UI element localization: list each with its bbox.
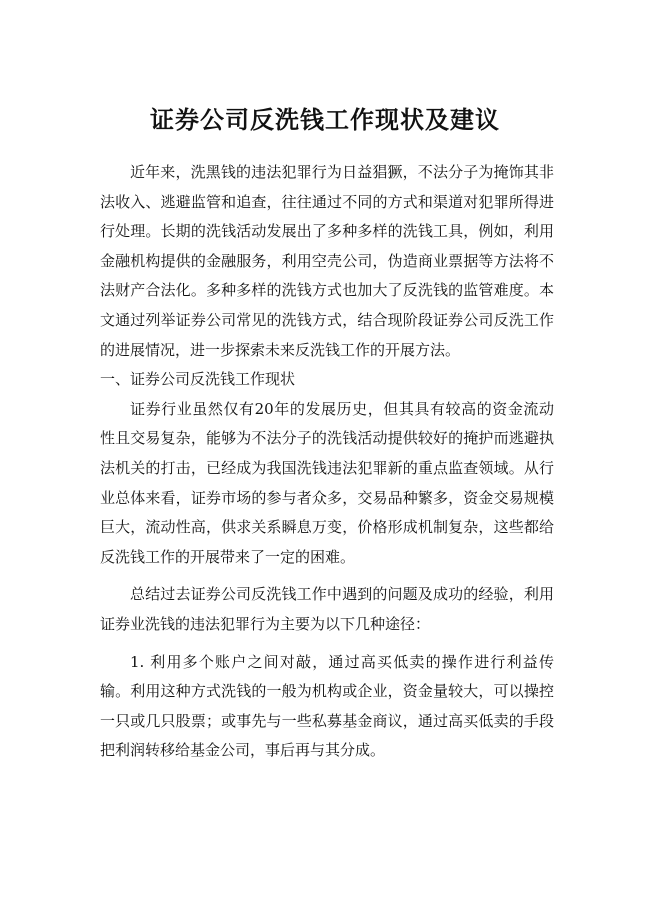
summary-paragraph: 总结过去证券公司反洗钱工作中遇到的问题及成功的经验，利用证券业洗钱的违法犯罪行为主要为以下几种途径：: [100, 585, 554, 633]
intro-paragraph: 近年来，洗黑钱的违法犯罪行为日益猖獗，不法分子为掩饰其非法收入、逃避监管和追查，往往通过不同的方式和渠道对犯罪所得进行处理。长期的洗钱活动发展出了多种多样的洗钱工具，例如，利用金融机构提供的金融服务，利用空壳公司，伪造商业票据等方法将不法财产合法化。多种多样的洗钱方式也加大了反洗钱的监管难度。本文通过列举证券公司常见的洗钱方式，结合现阶段证券公司反洗工作的进展情况，进一步探索未来反洗钱工作的开展方法。: [100, 163, 554, 359]
method-1-paragraph: 1. 利用多个账户之间对敲，通过高买低卖的操作进行利益传输。利用这种方式洗钱的一般为机构或企业，资金量较大，可以操控一只或几只股票；或事先与一些私募基金商议，通过高买低卖的手段把利润转移给基金公司，事后再与其分成。: [100, 652, 554, 760]
section-heading-1: 一、证券公司反洗钱工作现状: [100, 370, 296, 389]
document-title: 证券公司反洗钱工作现状及建议: [150, 105, 500, 134]
section-1-paragraph: 证券行业虽然仅有20年的发展历史，但其具有较高的资金流动性且交易复杂，能够为不法分子的洗钱活动提供较好的掩护而逃避执法机关的打击，已经成为我国洗钱违法犯罪新的重点监查领域。从行业总体来看，证券市场的参与者众多，交易品种繁多，资金交易规模巨大，流动性高，供求关系瞬息万变，价格形成机制复杂，这些都给反洗钱工作的开展带来了一定的困难。: [100, 399, 554, 566]
document-body: [100, 158, 554, 766]
